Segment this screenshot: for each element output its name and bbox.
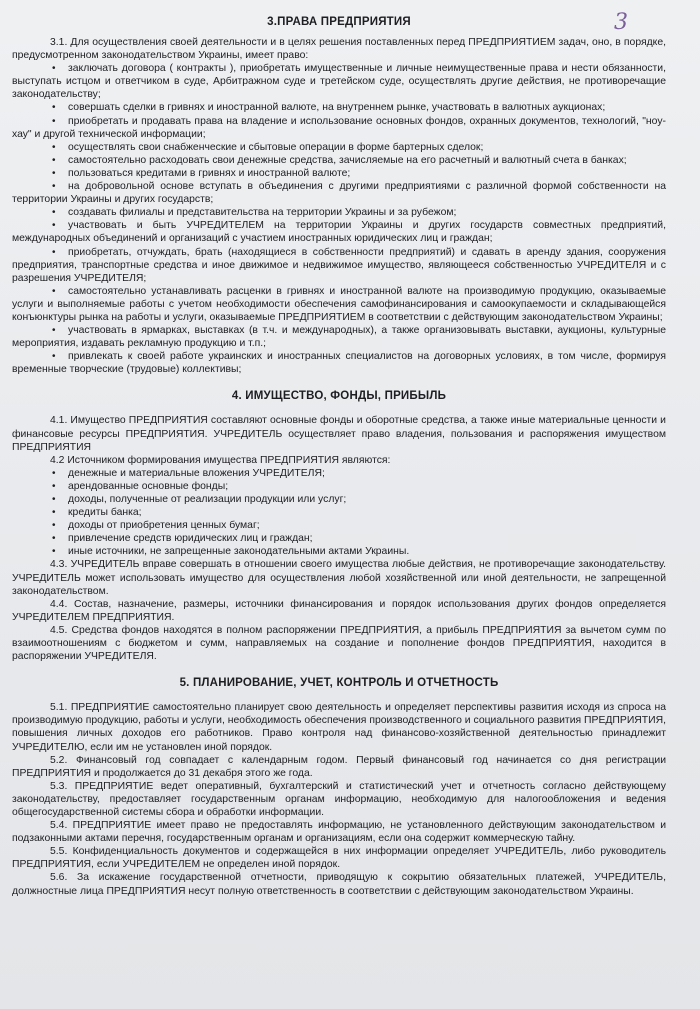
paragraph-4-4: 4.4. Состав, назначение, размеры, источники финансирования и порядок использования других фондов определяется УЧРЕДИТЕЛЕМ ПРЕДПРИЯТИЯ. [12, 598, 666, 623]
handwritten-page-number: 3 [614, 10, 628, 35]
bullet-icon: • [52, 141, 56, 153]
bullet-icon: • [52, 546, 56, 558]
list-item: • создавать филиалы и представительства на территории Украины и за рубежом; [52, 207, 457, 219]
bullet-icon: • [52, 533, 56, 545]
bullet-icon: • [52, 167, 56, 179]
list-item: • пользоваться кредитами в гривнях и иностранной валюте; [52, 167, 351, 179]
property-sources-list [12, 467, 666, 559]
list-item: • приобретать и продавать права на владение и использование основных фондов, охранных документов, технологий, "ноу-хау" и другой технической информации; [12, 115, 666, 140]
list-item: • на добровольной основе вступать в объединения с другими предприятиями с различной формой собственности на территории Украины и других государств; [12, 181, 666, 206]
bullet-icon: • [52, 207, 56, 219]
section-4-title: 4. ИМУЩЕСТВО, ФОНДЫ, ПРИБЫЛЬ [231, 390, 447, 403]
bullet-icon: • [52, 507, 56, 519]
list-item: • самостоятельно расходовать свои денежные средства, зачисляемые на его расчетный и валютный счета в банках; [52, 154, 627, 166]
paragraph-5-2: 5.2. Финансовый год совпадает с календарным годом. Первый финансовый год начинается со дня регистрации ПРЕДПРИЯТИЯ и продолжается до 31 декабря этого же года. [12, 754, 666, 779]
bullet-icon: • [52, 480, 56, 492]
bullet-icon: • [52, 351, 56, 363]
list-item: • совершать сделки в гривнях и иностранной валюте, на внутреннем рынке, участвовать в валютных аукционах; [52, 102, 606, 114]
section-3-title: 3.ПРАВА ПРЕДПРИЯТИЯ [267, 16, 411, 28]
list-item: • денежные и материальные вложения УЧРЕДИТЕЛЯ; [52, 467, 325, 479]
paragraph-4-1: 4.1. Имущество ПРЕДПРИЯТИЯ составляют основные фонды и оборотные средства, а также иные материальные ценности и финансовые ресурсы ПРЕДПРИЯТИЯ. УЧРЕДИТЕЛЬ осуществляет право владения, пользования и распоряжения имуществом ПРЕДПРИЯТИЯ [12, 415, 666, 453]
paragraph-5-5: 5.5. Конфиденциальность документов и содержащейся в них информации определяет УЧРЕДИТЕЛЬ, либо руководитель ПРЕДПРИЯТИЯ, если УЧРЕДИТЕЛЕМ не определен иной порядок. [12, 846, 666, 871]
bullet-icon: • [52, 102, 56, 114]
bullet-icon: • [52, 181, 56, 193]
rights-list [12, 62, 666, 376]
list-item: • доходы, полученные от реализации продукции или услуг; [52, 494, 347, 505]
paragraph-4-3: 4.3. УЧРЕДИТЕЛЬ вправе совершать в отношении своего имущества любые действия, не противоречащие законодательству. УЧРЕДИТЕЛЬ может использовать имущество для осуществления любой хозяйственной или иной деятельности, не запрещенной законодательством. [12, 559, 666, 597]
list-item: • привлечение средств юридических лиц и граждан; [52, 533, 313, 545]
bullet-icon: • [52, 154, 56, 166]
list-item: • иные источники, не запрещенные законодательными актами Украины. [52, 546, 410, 558]
list-item: • осуществлять свои снабженческие и сбытовые операции в форме бартерных сделок; [52, 141, 484, 153]
list-item: • доходы от приобретения ценных бумаг; [52, 520, 260, 532]
bullet-icon: • [52, 246, 56, 258]
list-item: • привлекать к своей работе украинских и иностранных специалистов на договорных условиях, в том числе, формируя временные творческие (трудовые) коллективы; [12, 351, 666, 376]
bullet-icon: • [52, 285, 56, 297]
bullet-icon: • [52, 115, 56, 127]
list-item: • участвовать и быть УЧРЕДИТЕЛЕМ на территории Украины и других государств совместных предприятий, международных объединений и организаций с участием иностранных юридических лиц и граждан; [12, 220, 666, 245]
list-item: • арендованные основные фонды; [52, 480, 229, 492]
bullet-icon: • [52, 467, 56, 479]
paragraph-5-3: 5.3. ПРЕДПРИЯТИЕ ведет оперативный, бухгалтерский и статистический учет и отчетность согласно действующему законодательству, предоставляет государственным органам информацию, необходимую для налогообложения и ведения общегосударственной системы сбора и обработки информации. [12, 780, 666, 818]
paragraph-3-1: 3.1. Для осуществления своей деятельности и в целях решения поставленных перед ПРЕДПРИЯТИЕМ задач, оно, в порядке, предусмотренном законодательством Украины, имеет право: [12, 37, 666, 62]
paragraph-5-1: 5.1. ПРЕДПРИЯТИЕ самостоятельно планирует свою деятельность и определяет перспективы развития исходя из спроса на производимую продукцию, работы и услуги, необходимость обеспечения производственного и социального развития ПРЕДПРИЯТИЯ, повышения личных доходов его работников. Право контроля над финансово-хозяйственной деятельностью принадлежит УЧРЕДИТЕЛЮ, если им не установлен иной порядок. [12, 702, 666, 753]
list-item: • приобретать, отчуждать, брать (находящиеся в собственности предприятий) и сдавать в аренду здания, сооружения предприятия, транспортные средства и иное движимое и недвижимое имущество, являющееся собственностью УЧРЕДИТЕЛЯ и с разрешения УЧРЕДИТЕЛЯ; [12, 246, 666, 284]
paragraph-5-6: 5.6. За искажение государственной отчетности, приводящую к сокрытию обязательных платежей, УЧРЕДИТЕЛЬ, должностные лица ПРЕДПРИЯТИЯ несут полную ответственность в соответствии с действующим законодательством Украины. [12, 872, 666, 897]
list-item: • самостоятельно устанавливать расценки в гривнях и иностранной валюте на производимую продукцию, оказываемые услуги и выполняемые работы с учетом необходимости обеспечения самофинансирования и самоокупаемости и складывающейся конъюнктуры рынка на работы и услуги, оказываемые ПРЕДПРИЯТИЕМ в соответствии с действующим законодательством Украины; [12, 285, 666, 323]
paragraph-5-4: 5.4. ПРЕДПРИЯТИЕ имеет право не предоставлять информацию, не установленного действующим законодательством и подзаконными актами перечня, государственным органам и организациям, если она содержит коммерческую тайну. [12, 820, 666, 845]
paragraph-4-5: 4.5. Средства фондов находятся в полном распоряжении ПРЕДПРИЯТИЯ, а прибыль ПРЕДПРИЯТИЯ за вычетом сумм по взаимоотношениям с бюджетом и сумм, направляемых на создание и пополнение фондов ПРЕДПРИЯТИЯ, находится в распоряжении УЧРЕДИТЕЛЯ. [12, 624, 666, 663]
bullet-icon: • [52, 520, 56, 532]
bullet-icon: • [52, 494, 56, 505]
list-item: • кредиты банка; [52, 507, 142, 519]
section-5-title: 5. ПЛАНИРОВАНИЕ, УЧЕТ, КОНТРОЛЬ И ОТЧЕТНОСТЬ [179, 677, 499, 690]
list-item: • заключать договора ( контракты ), приобретать имущественные и личные неимущественные права и нести обязанности, выступать истцом и ответчиком в суде, Арбитражном суде и третейском суде, осуществлять другие действия, не противоречащие законодательству; [12, 63, 666, 101]
bullet-icon: • [52, 63, 56, 75]
paragraph-4-2: 4.2 Источником формирования имущества ПРЕДПРИЯТИЯ являются: [50, 454, 391, 466]
list-item: • участвовать в ярмарках, выставках (в т.ч. и международных), а также организовывать выставки, аукционы, культурные мероприятия, издавать рекламную продукцию и т.п.; [12, 325, 666, 350]
bullet-icon: • [52, 325, 56, 337]
bullet-icon: • [52, 220, 56, 232]
